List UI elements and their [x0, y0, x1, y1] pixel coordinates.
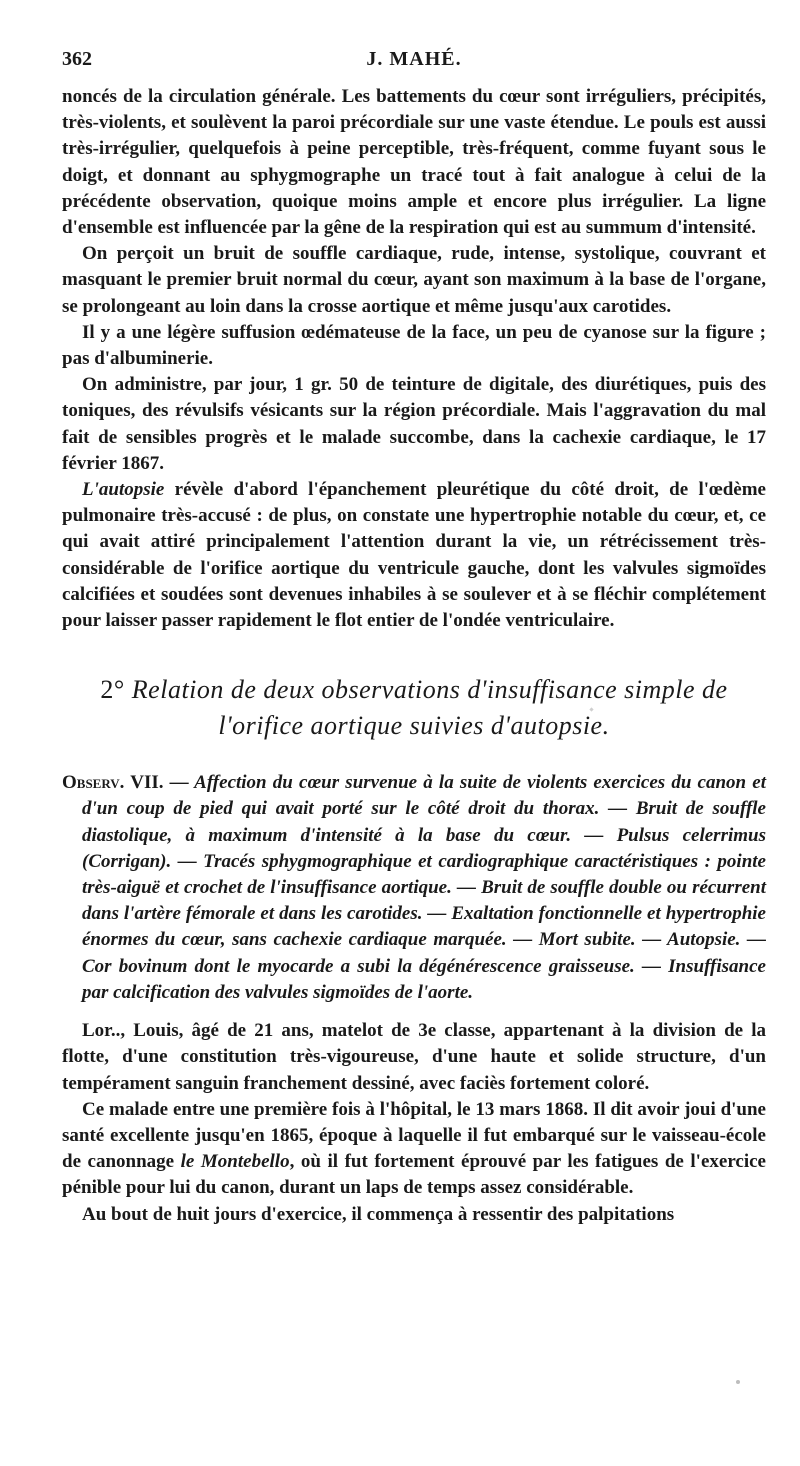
observation-block: [62, 770, 766, 1006]
section-heading: [62, 672, 766, 744]
paragraph-circulation: noncés de la circulation générale. Les battements du cœur sont irréguliers, précipités, très-violents, et soulèvent la paroi précordiale sur une vaste étendue. Le pouls est aussi très-irrégulier, quelquefois à peine perceptible, très-fréquent, comme fuyant sous le doigt, et donnant au sphygmographe un tracé tout à fait analogue à celui de la précédente observation, quoique moins ample et encore plus irrégulier. La ligne d'ensemble est influencée par la gêne de la respiration qui est au summum d'intensité.: [62, 86, 766, 239]
paragraph-palpitations: Au bout de huit jours d'exercice, il commença à ressentir des palpitations: [82, 1203, 675, 1225]
observation-summary: [62, 770, 766, 1006]
observation-summary-text: — Affection du cœur survenue à la suite de violents exercices du canon et d'un coup de pied qui avait porté sur le côté droit du thorax. — Bruit de souffle diastolique, à maximum d'intensité à la base du cœur. — Pulsus celerrimus (Corrigan). — Tracés sphygmographique et cardiographique caractéristiques : pointe très-aiguë et crochet de l'insuffisance aortique. — Bruit de souffle double ou récurrent dans l'artère fémorale et dans les carotides. — Exaltation fonctionnelle et hypertrophie énormes du cœur, sans cachexie cardiaque marquée. — Mort subite. — Autopsie. — Cor bovinum dont le myocarde a subi la dégénérescence graisseuse. — Insuffisance par calcification des valvules sigmoïdes de l'aorte.: [82, 772, 766, 1003]
paragraph-patient: Lor.., Louis, âgé de 21 ans, matelot de 3e classe, appartenant à la division de la flotte, d'une constitution très-vigoureuse, d'une haute et solide structure, d'un tempérament sanguin franchement dessiné, avec faciès fortement coloré.: [62, 1020, 766, 1094]
running-head: [62, 48, 766, 84]
print-smudge: [736, 1380, 740, 1384]
autopsy-text: révèle d'abord l'épanchement pleurétique du côté droit, de l'œdème pulmonaire très-accusé : de plus, on constate une hypertrophie notable du cœur, et, ce qui avait attiré principalement l'attention durant la vie, un rétrécissement très-considérable de l'orifice aortique du ventricule gauche, dont les valvules sigmoïdes calcifiées et soudées sont devenues inhabiles à se soulever et à se fléchir complétement pour laisser passer rapidement le flot entier de l'ondée ventriculaire.: [62, 479, 766, 632]
autopsy-lead: L'autopsie: [82, 479, 165, 501]
page-number: 362: [62, 48, 92, 70]
admission-text-before: Ce malade entre une première fois à l'hôpital, le 13 mars 1868. Il dit avoir joui d'une santé excellente jusqu'en 1865, époque à laquelle il fut embarqué sur le vaisseau-école de canonnage: [62, 1098, 766, 1173]
paragraph-souffle: On perçoit un bruit de souffle cardiaque, rude, intense, systolique, couvrant et masquant le premier bruit normal du cœur, ayant son maximum à la base de l'organe, se prolongeant au loin dans la crosse aortique et même jusqu'aux carotides.: [62, 243, 766, 317]
document-page: [62, 48, 766, 1228]
paragraph-admission: [62, 1097, 766, 1202]
running-title: J. MAHÉ.: [366, 48, 462, 70]
ship-name: le Montebello: [180, 1151, 290, 1173]
section-title: Relation de deux observations d'insuffisance simple de l'orifice aortique suivies d'autopsie.: [131, 675, 728, 741]
admission-text-after: , où il fut fortement éprouvé par les fatigues de l'exercice pénible pour lui du canon, durant un laps de temps assez considérable.: [62, 1151, 766, 1199]
paragraph-suffusion: Il y a une légère suffusion œdémateuse de la face, un peu de cyanose sur la figure ; pas d'albuminerie.: [62, 321, 766, 370]
paragraph-treatment: On administre, par jour, 1 gr. 50 de teinture de digitale, des diurétiques, puis des toniques, des révulsifs vésicants sur la région précordiale. Mais l'aggravation du mal fait de sensibles progrès et le malade succombe, dans la cachexie cardiaque, le 17 février 1867.: [62, 374, 766, 474]
observation-label: Observ. VII.: [62, 772, 164, 794]
paragraph-autopsy: [62, 477, 766, 634]
section-number: 2°: [100, 675, 125, 705]
